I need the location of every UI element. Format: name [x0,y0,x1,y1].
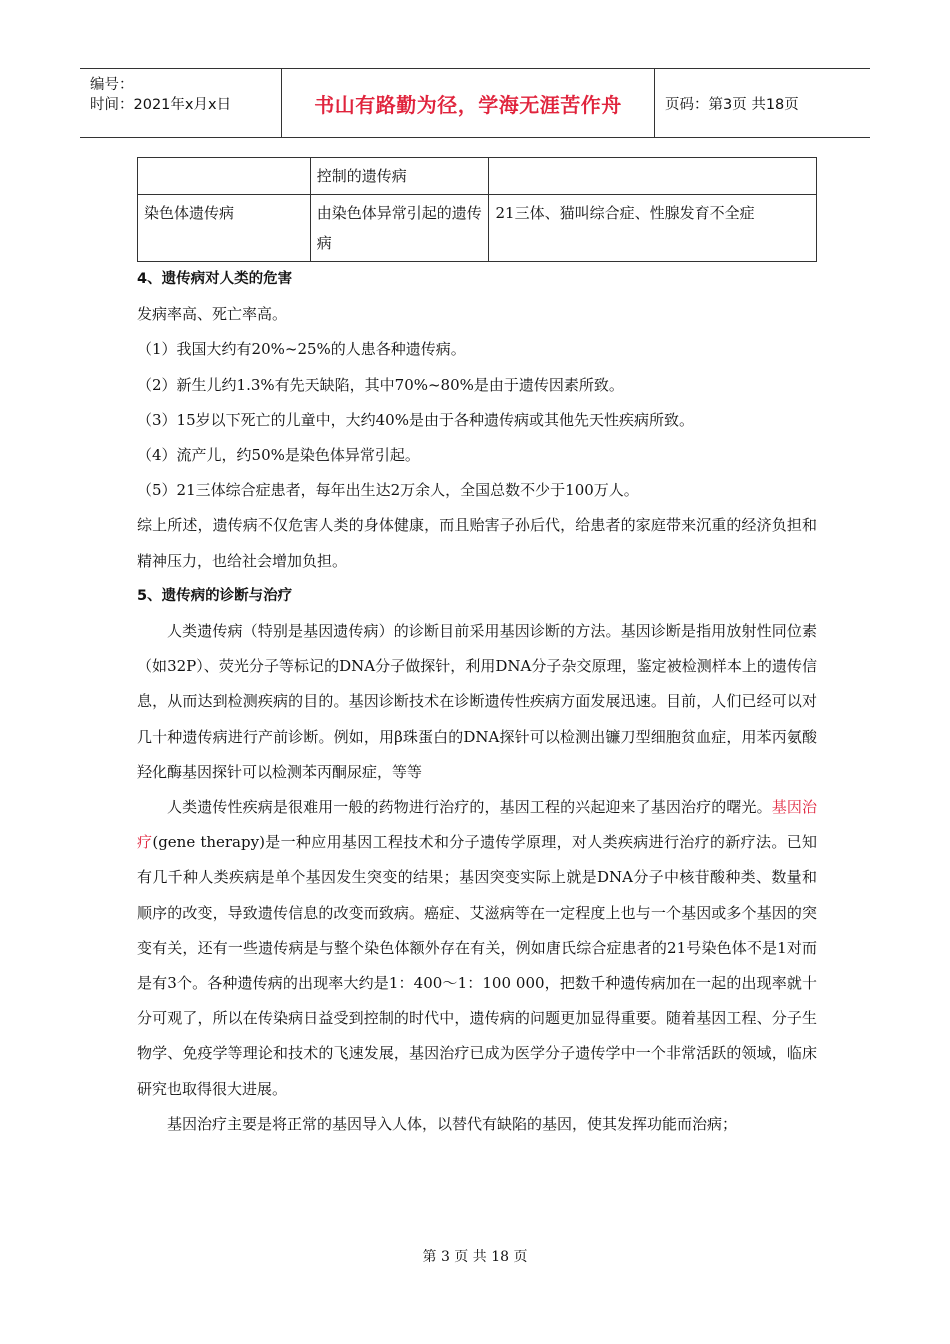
page-header [80,68,870,138]
table-cell [138,158,311,195]
table-cell: 21三体、猫叫综合症、性腺发育不全症 [489,195,817,262]
highlighted-term: 基因治疗 [137,798,817,852]
list-item: （2）新生儿约1.3%有先天缺陷，其中70%~80%是由于遗传因素所致。 [137,375,624,394]
diagnosis-paragraph: 人类遗传病（特别是基因遗传病）的诊断目前采用基因诊断的方法。基因诊断是指用放射性同位素（如32P）、荧光分子等标记的DNA分子做探针，利用DNA分子杂交原理，鉴定被检测样本上的遗传信息，从而达到检测疾病的目的。基因诊断技术在诊断遗传性疾病方面发展迅速。目前，人们已经可以对几十种遗传病进行产前诊断。例如，用β珠蛋白的DNA探针可以检测出镰刀型细胞贫血症，用苯丙氨酸羟化酶基因探针可以检测苯丙酮尿症，等等 [137,622,817,781]
document-number-label: 编号： [90,77,134,93]
table-row [138,195,817,262]
header-motto: 书山有路勤为径，学海无涯苦作舟 [282,69,655,137]
paragraph-text: 人类遗传性疾病是很难用一般的药物进行治疗的，基因工程的兴起迎来了基因治疗的曙光。 [167,798,772,817]
table-cell [489,158,817,195]
list-item: （1）我国大约有20%~25%的人患各种遗传病。 [137,340,466,359]
section-heading: 4、遗传病对人类的危害 [137,271,293,287]
list-item: （5）21三体综合症患者，每年出生达2万余人，全国总数不少于100万人。 [137,481,639,500]
table-cell: 染色体遗传病 [138,195,311,262]
main-content [137,262,817,1142]
list-item: （4）流产儿，约50%是染色体异常引起。 [137,446,420,465]
summary-paragraph: 综上所述，遗传病不仅危害人类的身体健康，而且贻害子孙后代，给患者的家庭带来沉重的经济负担和精神压力，也给社会增加负担。 [137,516,817,570]
header-meta [80,69,282,137]
genetic-disease-table [137,157,817,262]
section-intro: 发病率高、死亡率高。 [137,305,288,324]
table-cell: 控制的遗传病 [310,158,489,195]
table-cell: 由染色体异常引起的遗传病 [310,195,489,262]
document-date: 时间：2021年x月x日 [90,97,232,113]
table-row [138,158,817,195]
header-page-number: 页码：第3页 共18页 [665,96,799,113]
list-item: （3）15岁以下死亡的儿童中，大约40%是由于各种遗传病或其他先天性疾病所致。 [137,410,694,429]
therapy-method-paragraph: 基因治疗主要是将正常的基因导入人体，以替代有缺陷的基因，使其发挥功能而治病； [167,1114,738,1133]
paragraph-text: (gene therapy)是一种应用基因工程技术和分子遗传学原理，对人类疾病进行治疗的新疗法。已知有几千种人类疾病是单个基因发生突变的结果；基因突变实际上就是DNA分子中核苷酸种类、数量和顺序的改变，导致遗传信息的改变而致病。癌症、艾滋病等在一定程度上也与一个基因或多个基因的突变有关，还有一些遗传病是与整个染色体额外存在有关，例如唐氏综合症患者的21号染色体不是1对而是有3个。各种遗传病的出现率大约是1：400～1：100 000，把数千种遗传病加在一起的出现率就十分可观了，所以在传染病日益受到控制的时代中，遗传病的问题更加显得重要。随着基因工程、分子生物学、免疫学等理论和技术的飞速发展，基因治疗已成为医学分子遗传学中一个非常活跃的领域，临床研究也取得很大进展。 [137,833,817,1098]
page-footer: 第 3 页 共 18 页 [422,1249,528,1265]
therapy-paragraph [137,790,817,1107]
section-heading: 5、遗传病的诊断与治疗 [137,587,293,604]
